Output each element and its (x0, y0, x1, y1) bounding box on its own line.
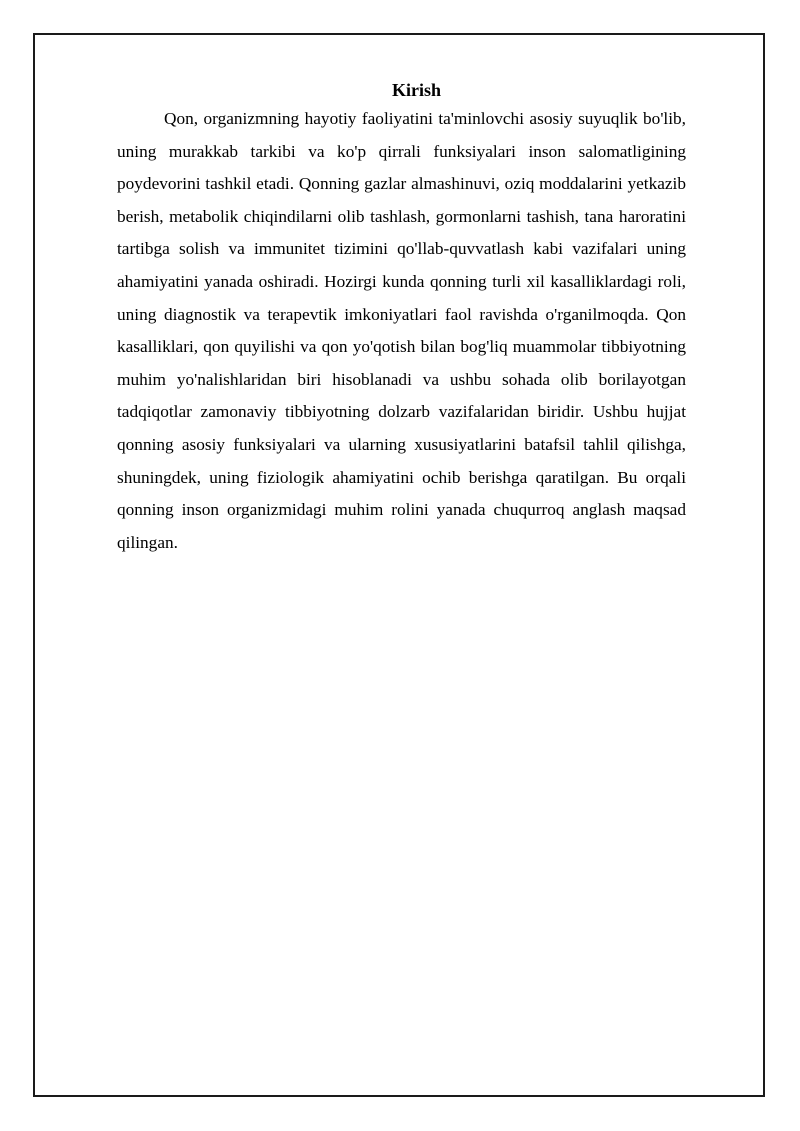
document-body (117, 79, 686, 559)
section-heading: Kirish (391, 80, 441, 100)
body-paragraph: Qon, organizmning hayotiy faoliyatini ta'minlovchi asosiy suyuqlik bo'lib, uning murakkab tarkibi va ko'p qirrali funksiyalari inson salomatligining poydevorini tashkil etadi. Qonning gazlar almashinuvi, oziq moddalarini yetkazib berish, metabolik chiqindilarni olib tashlash, gormonlarni tashish, tana haroratini tartibga solish va immunitet tizimini qo'llab-quvvatlash kabi vazifalari uning ahamiyatini yanada oshiradi. Hozirgi kunda qonning turli xil kasalliklardagi roli, uning diagnostik va terapevtik imkoniyatlari faol ravishda o'rganilmoqda. Qon kasalliklari, qon quyilishi va qon yo'qotish bilan bog'liq muammolar tibbiyotning muhim yo'nalishlaridan biri hisoblanadi va ushbu sohada olib borilayotgan tadqiqotlar zamonaviy tibbiyotning dolzarb vazifalaridan biridir. Ushbu hujjat qonning asosiy funksiyalari va ularning xususiyatlarini batafsil tahlil qilishga, shuningdek, uning fiziologik ahamiyatini ochib berishga qaratilgan. Bu orqali qonning inson organizmidagi muhim rolini yanada chuqurroq anglash maqsad qilingan. (117, 109, 686, 552)
page-border (33, 33, 765, 1097)
